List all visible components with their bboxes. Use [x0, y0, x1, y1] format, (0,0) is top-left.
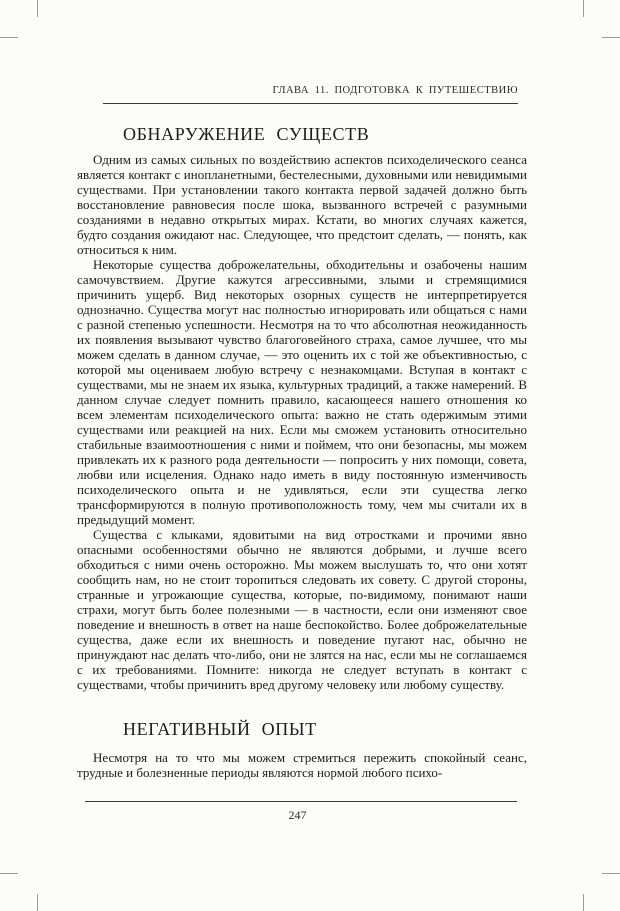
crop-mark-right-bottom-horizontal	[602, 873, 620, 874]
section-heading-negative-experience: НЕГАТИВНЫЙ ОПЫТ	[123, 719, 317, 739]
body-paragraph-1: Одним из самых сильных по воздействию аспектов психоделического сеанса является контакт с инопланетными, бестелесными, духовными или невидимыми существами. При установлении такого контакта первой задачей должно быть восстановление равновесия после шока, вызванного встречей с разумными созданиями в недавно открытых мирах. Кстати, во многих случаях кажется, будто создания ожидают нас. Следующее, что предстоит сделать, — понять, как относиться к ним.	[77, 152, 527, 257]
page-number: 247	[288, 808, 307, 822]
crop-mark-bottom-right-vertical	[583, 894, 584, 911]
body-paragraph-4: Несмотря на то что мы можем стремиться пережить спокойный сеанс, трудные и болезненные периоды являются нормой любого психо-	[77, 750, 527, 780]
crop-mark-bottom-left-vertical	[37, 894, 38, 911]
body-paragraph-3: Существа с клыками, ядовитыми на вид отростками и прочими явно опасными особенностями обычно не являются добрыми, и лучше всего обходиться с ними очень осторожно. Мы можем выслушать то, что они хотят сообщить нам, но не стоит торопиться следовать их совету. С другой стороны, странные и угрожающие существа, которые, по-видимому, понимают наши страхи, могут быть более полезными — в частности, если они изменяют свое поведение и внешность в ответ на наше беспокойство. Более доброжелательные существа, даже если их внешность и поведение пугают нас, обычно не принуждают нас делать что-либо, они не злятся на нас, если мы не соглашаемся с их требованиями. Помните: никогда не следует вступать в контакт с существами, чтобы причинить вред другому человеку или любому существу.	[77, 527, 527, 692]
crop-mark-top-right-vertical	[583, 0, 584, 17]
section-body-discovery-of-beings	[77, 152, 527, 692]
section-body-negative-experience	[77, 750, 527, 780]
crop-mark-left-top-horizontal	[0, 37, 18, 38]
section-heading-discovery-of-beings: ОБНАРУЖЕНИЕ СУЩЕСТВ	[123, 124, 370, 144]
crop-mark-top-left-vertical	[37, 0, 38, 17]
footer-rule	[85, 801, 517, 802]
header-rule	[103, 103, 518, 104]
crop-mark-left-bottom-horizontal	[0, 873, 18, 874]
running-head-chapter-title: ГЛАВА 11. ПОДГОТОВКА К ПУТЕШЕСТВИЮ	[272, 85, 518, 96]
body-paragraph-2: Некоторые существа доброжелательны, обходительны и озабочены нашим самочувствием. Другие кажутся агрессивными, злыми и стремящимися причинить ущерб. Вид некоторых озорных существ не интерпретируется однозначно. Существа могут нас полностью игнорировать или общаться с нами с разной степенью успешности. Несмотря на то что абсолютная неожиданность их появления вызывают чувство благоговейного страха, самое лучшее, что мы можем сделать в данном случае, — это оценить их с той же объективностью, с которой мы оцениваем любую встречу с незнакомцами. Вступая в контакт с существами, мы не знаем их языка, культурных традиций, а также намерений. В данном случае следует помнить правило, касающееся нашего отношения ко всем элементам психоделического опыта: важно не стать одержимым этими существами или реакцией на них. Если мы сможем установить относительно стабильные взаимоотношения с ними и поймем, что они безопасны, мы можем привлекать их к разного рода деятельности — попросить у них помощи, совета, любви или исцеления. Однако надо иметь в виду постоянную изменчивость психоделического опыта и не удивляться, если эти существа легко трансформируются в полную противоположность тому, чем мы считали их в предыдущий момент.	[77, 257, 527, 527]
crop-mark-right-top-horizontal	[602, 37, 620, 38]
